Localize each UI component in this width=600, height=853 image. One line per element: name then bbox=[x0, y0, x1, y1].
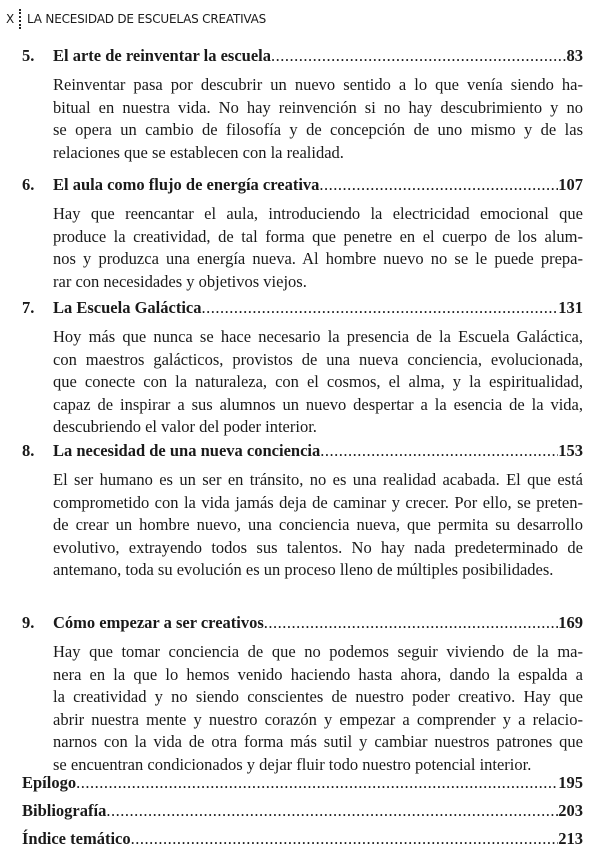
dot-leader bbox=[106, 801, 558, 821]
dot-leader bbox=[271, 46, 567, 66]
page-ref: 195 bbox=[558, 773, 600, 793]
summary-line: Hay que reencantar el aula, introduciendo la electricidad emocional que bbox=[53, 203, 583, 226]
chapter-title[interactable]: Índice temático bbox=[0, 829, 131, 849]
toc-title-row[interactable] bbox=[0, 801, 600, 825]
summary-line: Reinventar pasa por descubrir un nuevo sentido a lo que venía siendo ha- bbox=[53, 74, 583, 97]
summary-line: relaciones que se establecen con la realidad. bbox=[53, 142, 583, 165]
summary-line: Hay que tomar conciencia de que no podemos seguir viviendo de la ma- bbox=[53, 641, 583, 664]
summary-line: bitual en nuestra vida. No hay reinvención si no hay descubrimiento y no bbox=[53, 97, 583, 120]
summary-line: que conecte con la naturaleza, con el cosmos, el alma, y la espiritualidad, bbox=[53, 371, 583, 394]
page-ref: 169 bbox=[558, 613, 600, 633]
dot-leader bbox=[320, 441, 558, 461]
summary-line: con maestros galácticos, provistos de una nueva conciencia, evolucionada, bbox=[53, 349, 583, 372]
summary-line: de crear un hombre nuevo, una conciencia nueva, que permita su desarrollo bbox=[53, 514, 583, 537]
toc-entry-back-matter bbox=[0, 829, 600, 853]
chapter-summary bbox=[53, 641, 583, 777]
dot-leader bbox=[264, 613, 558, 633]
toc-entry bbox=[0, 175, 600, 293]
chapter-summary bbox=[53, 203, 583, 293]
toc-entry bbox=[0, 613, 600, 777]
chapter-number: 8. bbox=[0, 441, 53, 461]
chapter-number: 7. bbox=[0, 298, 53, 318]
chapter-summary bbox=[53, 74, 583, 164]
toc-title-row[interactable] bbox=[0, 441, 600, 465]
chapter-title[interactable]: Epílogo bbox=[0, 773, 76, 793]
toc-entry bbox=[0, 46, 600, 164]
chapter-number: 9. bbox=[0, 613, 53, 633]
toc-entry bbox=[0, 298, 600, 439]
summary-line: la creatividad y no siendo conscientes de nuestro poder creativo. Hay que bbox=[53, 686, 583, 709]
page-number: X bbox=[6, 12, 14, 26]
chapter-title[interactable]: Bibliografía bbox=[0, 801, 106, 821]
summary-line: nos y produzca una energía nueva. Al hombre nuevo no se le puede prepa- bbox=[53, 248, 583, 271]
summary-line: El ser humano es un ser en tránsito, no es una realidad acabada. El que está bbox=[53, 469, 583, 492]
summary-line: se encuentran condicionados y dejar fluir todo nuestro potencial interior. bbox=[53, 754, 583, 777]
chapter-title[interactable]: La necesidad de una nueva conciencia bbox=[53, 441, 320, 461]
summary-line: antemano, toda su evolución es un proceso lleno de múltiples posibilidades. bbox=[53, 559, 583, 582]
summary-line: evolutivo, extrayendo todos sus talentos. No hay nada predeterminado de bbox=[53, 537, 583, 560]
chapter-title[interactable]: La Escuela Galáctica bbox=[53, 298, 201, 318]
toc-entry bbox=[0, 441, 600, 582]
page-ref: 107 bbox=[558, 175, 600, 195]
summary-line: se opera un cambio de filosofía y de concepción de uno mismo y de las bbox=[53, 119, 583, 142]
chapter-title[interactable]: El arte de reinventar la escuela bbox=[53, 46, 271, 66]
toc-title-row[interactable] bbox=[0, 175, 600, 199]
summary-line: Hoy más que nunca se hace necesario la presencia de la Escuela Galáctica, bbox=[53, 326, 583, 349]
running-title: LA NECESIDAD DE ESCUELAS CREATIVAS bbox=[27, 12, 266, 26]
toc-title-row[interactable] bbox=[0, 829, 600, 853]
running-header bbox=[6, 9, 266, 29]
page-ref: 131 bbox=[558, 298, 600, 318]
summary-line: nera en la que lo hemos venido haciendo hasta ahora, dando la espalda a bbox=[53, 664, 583, 687]
summary-line: rar con necesidades y objetivos viejos. bbox=[53, 271, 583, 294]
toc-title-row[interactable] bbox=[0, 298, 600, 322]
toc-title-row[interactable] bbox=[0, 46, 600, 70]
chapter-number: 5. bbox=[0, 46, 53, 66]
summary-line: produce la creatividad, de tal forma que penetre en el cuerpo de los alum- bbox=[53, 226, 583, 249]
chapter-summary bbox=[53, 326, 583, 439]
toc-title-row[interactable] bbox=[0, 613, 600, 637]
chapter-title[interactable]: Cómo empezar a ser creativos bbox=[53, 613, 264, 633]
chapter-title[interactable]: El aula como flujo de energía creativa bbox=[53, 175, 319, 195]
dot-leader bbox=[319, 175, 558, 195]
toc-title-row[interactable] bbox=[0, 773, 600, 797]
page-ref: 153 bbox=[558, 441, 600, 461]
summary-line: capaz de inspirar a sus alumnos un nuevo despertar a la esencia de la vida, bbox=[53, 394, 583, 417]
summary-line: descubriendo el valor del poder interior. bbox=[53, 416, 583, 439]
page-ref: 83 bbox=[567, 46, 600, 66]
summary-line: narnos con la vida de otra forma más sutil y cambiar nuestros patrones que bbox=[53, 731, 583, 754]
page-ref: 213 bbox=[558, 829, 600, 849]
toc-entry-back-matter bbox=[0, 801, 600, 825]
dot-leader bbox=[201, 298, 558, 318]
dot-leader bbox=[76, 773, 558, 793]
summary-line: abrir nuestra mente y nuestro corazón y empezar a comprender y a relacio- bbox=[53, 709, 583, 732]
toc-entry-back-matter bbox=[0, 773, 600, 797]
dot-leader bbox=[131, 829, 559, 849]
header-divider bbox=[19, 9, 21, 29]
summary-line: comprometido con la vida jamás deja de caminar y crecer. Por ello, se preten- bbox=[53, 492, 583, 515]
page-ref: 203 bbox=[558, 801, 600, 821]
chapter-number: 6. bbox=[0, 175, 53, 195]
chapter-summary bbox=[53, 469, 583, 582]
